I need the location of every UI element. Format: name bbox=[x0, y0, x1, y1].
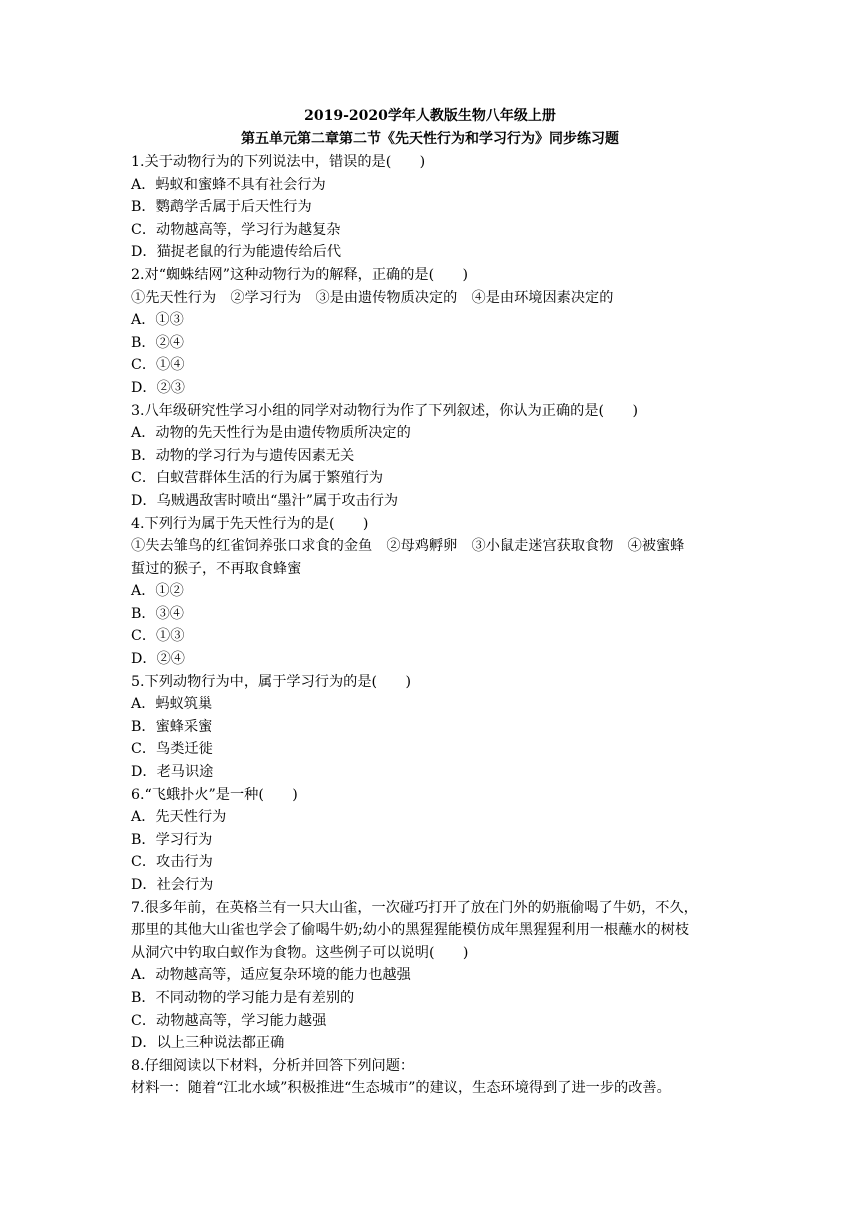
question-3-option-b: B．动物的学习行为与遗传因素无关 bbox=[131, 447, 355, 464]
question-3-option-c: C．白蚁营群体生活的行为属于繁殖行为 bbox=[131, 470, 384, 487]
question-list bbox=[131, 151, 741, 1100]
question-4-option-d: D．②④ bbox=[131, 651, 185, 668]
question-8-stem: 8.仔细阅读以下材料，分析并回答下列问题： bbox=[131, 1057, 415, 1074]
question-5-option-d: D．老马识途 bbox=[131, 764, 214, 781]
question-7-option-b: B．不同动物的学习能力是有差别的 bbox=[131, 989, 355, 1006]
question-4-statements-line-2: 蜇过的猴子，不再取食蜂蜜 bbox=[131, 560, 302, 577]
question-4-option-c: C．①③ bbox=[131, 628, 185, 645]
question-3-option-a: A．动物的先天性行为是由遗传物质所决定的 bbox=[131, 425, 411, 442]
question-4-statements-line-1: ①失去雏鸟的红雀饲养张口求食的金鱼 ②母鸡孵卵 ③小鼠走迷宫获取食物 ④被蜜蜂 bbox=[131, 538, 685, 555]
question-1-option-b: B．鹦鹉学舌属于后天性行为 bbox=[131, 199, 312, 216]
question-6-option-d: D．社会行为 bbox=[131, 877, 214, 893]
question-1-stem: 1.关于动物行为的下列说法中，错误的是( ) bbox=[131, 154, 426, 170]
question-7-option-a: A．动物越高等，适应复杂环境的能力也越强 bbox=[131, 967, 411, 984]
question-1-option-a: A．蚂蚁和蜜蜂不具有社会行为 bbox=[131, 176, 326, 193]
question-3-stem: 3.八年级研究性学习小组的同学对动物行为作了下列叙述，你认为正确的是( ) bbox=[131, 402, 638, 419]
question-1-option-d: D．猫捉老鼠的行为能遗传给后代 bbox=[131, 244, 342, 261]
question-3-option-d: D．乌贼遇敌害时喷出“墨汁”属于攻击行为 bbox=[131, 492, 399, 509]
question-5-option-c: C．鸟类迁徙 bbox=[131, 741, 213, 758]
question-2-option-c: C．①④ bbox=[131, 357, 185, 374]
question-7-stem-line-2: 那里的其他大山雀也学会了偷喝牛奶;幼小的黑猩猩能模仿成年黑猩猩利用一根蘸水的树枝 bbox=[131, 922, 690, 939]
question-4-option-b: B．③④ bbox=[131, 605, 184, 622]
question-6-option-b: B．学习行为 bbox=[131, 831, 213, 848]
question-5-option-b: B．蜜蜂采蜜 bbox=[131, 718, 213, 735]
question-7-option-d: D．以上三种说法都正确 bbox=[131, 1035, 285, 1052]
question-5-stem: 5.下列动物行为中，属于学习行为的是( ) bbox=[131, 673, 411, 690]
question-2-option-d: D．②③ bbox=[131, 379, 185, 396]
question-5-option-a: A．蚂蚁筑巢 bbox=[131, 696, 213, 713]
question-1-option-c: C．动物越高等，学习行为越复杂 bbox=[131, 221, 341, 238]
question-2-option-b: B．②④ bbox=[131, 334, 184, 351]
question-7-stem-line-1: 7.很多年前，在英格兰有一只大山雀，一次碰巧打开了放在门外的奶瓶偷喝了牛奶，不久， bbox=[131, 899, 698, 916]
question-7-option-c: C．动物越高等，学习能力越强 bbox=[131, 1012, 327, 1029]
question-2-option-a: A．①③ bbox=[131, 312, 184, 329]
question-4-option-a: A．①② bbox=[131, 583, 184, 600]
question-6-option-a: A．先天性行为 bbox=[131, 809, 227, 826]
question-7-stem-line-3: 从洞穴中钓取白蚁作为食物。这些例子可以说明( ) bbox=[131, 944, 469, 961]
question-2-stem: 2.对“蜘蛛结网”这种动物行为的解释，正确的是( ) bbox=[131, 266, 469, 283]
document-title: 2019-2020学年人教版生物八年级上册 bbox=[304, 108, 556, 124]
question-8-material-1: 材料一：随着“江北水域”积极推进“生态城市”的建议，生态环境得到了进一步的改善。 bbox=[131, 1080, 671, 1097]
question-6-stem: 6.“飞蛾扑火”是一种( ) bbox=[131, 786, 298, 803]
question-2-statements: ①先天性行为 ②学习行为 ③是由遗传物质决定的 ④是由环境因素决定的 bbox=[131, 289, 614, 306]
document-subtitle: 第五单元第二章第二节《先天性行为和学习行为》同步练习题 bbox=[241, 131, 619, 147]
question-6-option-c: C．攻击行为 bbox=[131, 854, 213, 871]
question-4-stem: 4.下列行为属于先天性行为的是( ) bbox=[131, 515, 369, 532]
